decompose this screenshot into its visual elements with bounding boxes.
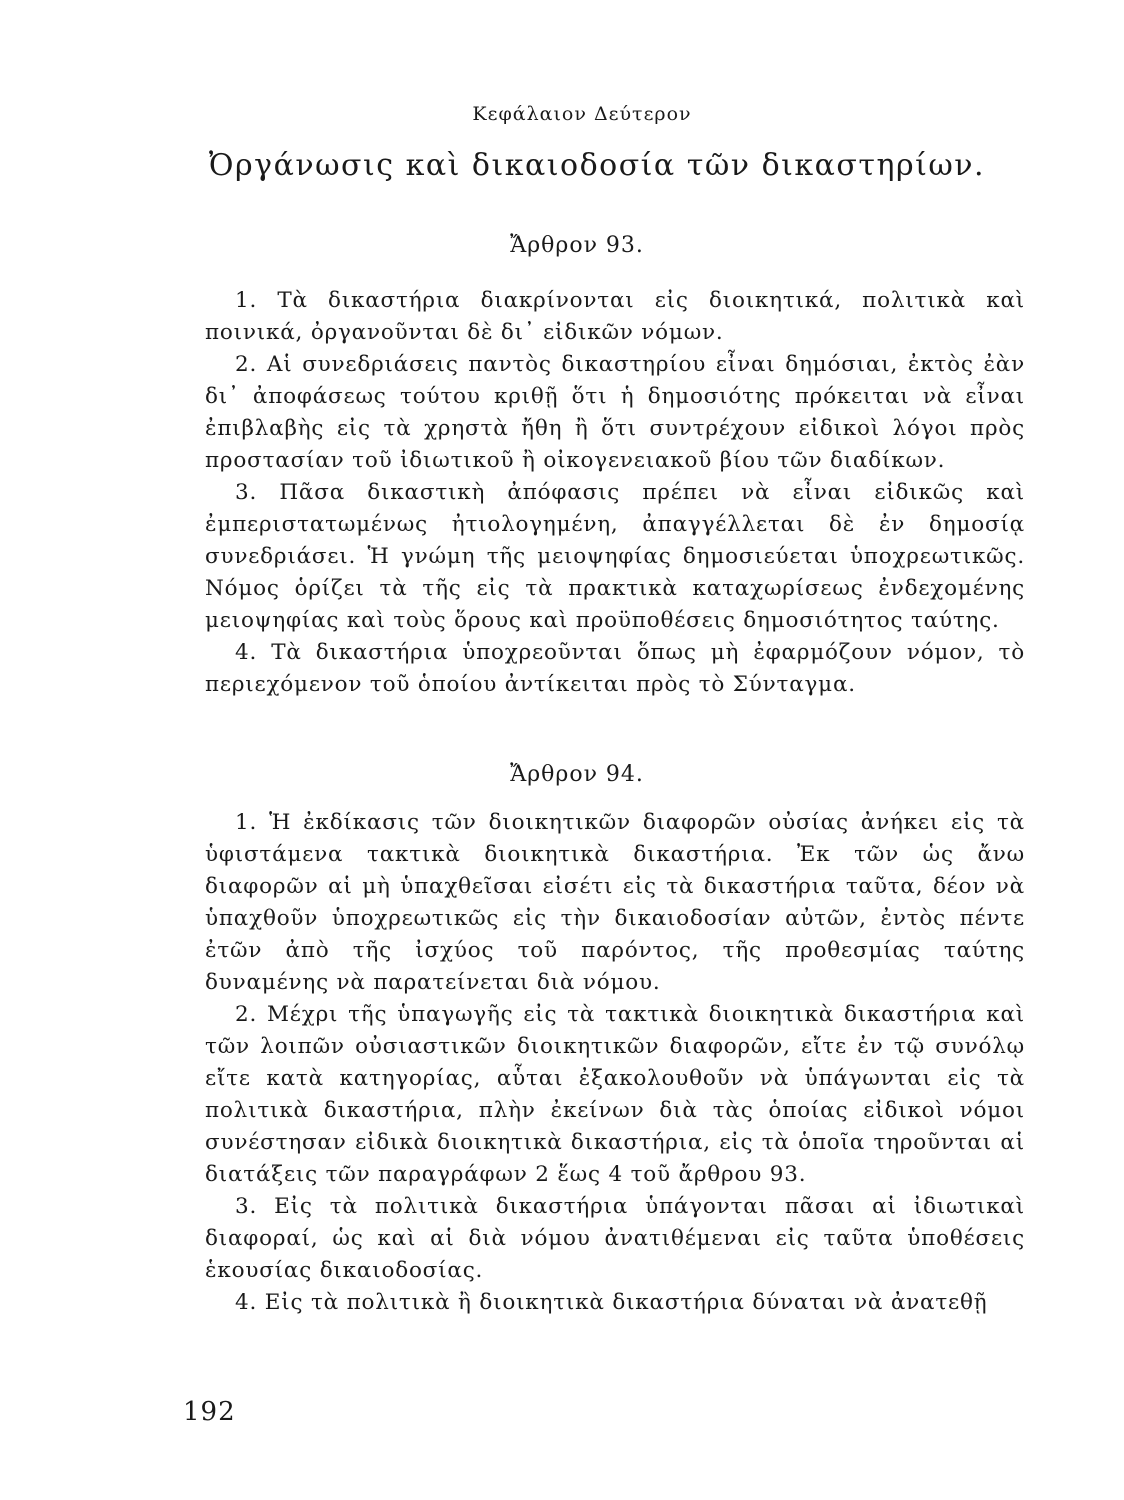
article-94-paragraph-3: 3. Εἰς τὰ πολιτικὰ δικαστήρια ὑπάγονται πᾶσαι αἱ ἰδιωτικαὶ διαφοραί, ὡς καὶ αἱ διὰ νόμου ἀνατιθέμεναι εἰς ταῦτα ὑποθέσεις ἑκουσίας δικαιοδοσίας.	[205, 1194, 1025, 1283]
article-93-paragraph-1: 1. Τὰ δικαστήρια διακρίνονται εἰς διοικητικά, πολιτικὰ καὶ ποινικά, ὀργανοῦνται δὲ δι᾽ εἰδικῶν νόμων.	[205, 288, 1025, 345]
article-93-heading: Ἄρθρον 93.	[510, 233, 644, 258]
page-number: 192	[183, 1397, 236, 1427]
chapter-title: Ὀργάνωσις καὶ δικαιοδοσία τῶν δικαστηρίων.	[208, 148, 986, 183]
article-93-paragraph-4: 4. Τὰ δικαστήρια ὑποχρεοῦνται ὅπως μὴ ἐφαρμόζουν νόμον, τὸ περιεχόμενον τοῦ ὁποίου ἀντίκειται πρὸς τὸ Σύνταγμα.	[205, 640, 1025, 697]
article-94-body	[205, 807, 1025, 1319]
article-93-paragraph-3: 3. Πᾶσα δικαστικὴ ἀπόφασις πρέπει νὰ εἶναι εἰδικῶς καὶ ἐμπεριστατωμένως ἠτιολογημένη, ἀπαγγέλλεται δὲ ἐν δημοσίᾳ συνεδριάσει. Ἡ γνώμη τῆς μειοψηφίας δημοσιεύεται ὑποχρεωτικῶς. Νόμος ὁρίζει τὰ τῆς εἰς τὰ πρακτικὰ καταχωρίσεως ἐνδεχομένης μειοψηφίας καὶ τοὺς ὅρους καὶ προϋποθέσεις δημοσιότητος ταύτης.	[205, 480, 1025, 633]
article-94-heading: Ἄρθρον 94.	[510, 762, 644, 787]
article-93-body	[205, 285, 1025, 701]
article-94-paragraph-2: 2. Μέχρι τῆς ὑπαγωγῆς εἰς τὰ τακτικὰ διοικητικὰ δικαστήρια καὶ τῶν λοιπῶν οὐσιαστικῶν διοικητικῶν διαφορῶν, εἴτε ἐν τῷ συνόλῳ εἴτε κατὰ κατηγορίας, αὗται ἐξακολουθοῦν νὰ ὑπάγωνται εἰς τὰ πολιτικὰ δικαστήρια, πλὴν ἐκείνων διὰ τὰς ὁποίας εἰδικοὶ νόμοι συνέστησαν εἰδικὰ διοικητικὰ δικαστήρια, εἰς τὰ ὁποῖα τηροῦνται αἱ διατάξεις τῶν παραγράφων 2 ἕως 4 τοῦ ἄρθρου 93.	[205, 1002, 1025, 1187]
article-94-paragraph-1: 1. Ἡ ἐκδίκασις τῶν διοικητικῶν διαφορῶν οὐσίας ἀνήκει εἰς τὰ ὑφιστάμενα τακτικὰ διοικητικὰ δικαστήρια. Ἐκ τῶν ὡς ἄνω διαφορῶν αἱ μὴ ὑπαχθεῖσαι εἰσέτι εἰς τὰ δικαστήρια ταῦτα, δέον νὰ ὑπαχθοῦν ὑποχρεωτικῶς εἰς τὴν δικαιοδοσίαν αὐτῶν, ἐντὸς πέντε ἐτῶν ἀπὸ τῆς ἰσχύος τοῦ παρόντος, τῆς προθεσμίας ταύτης δυναμένης νὰ παρατείνεται διὰ νόμου.	[205, 810, 1025, 995]
article-93-paragraph-2: 2. Αἱ συνεδριάσεις παντὸς δικαστηρίου εἶναι δημόσιαι, ἐκτὸς ἐὰν δι᾽ ἀποφάσεως τούτου κριθῇ ὅτι ἡ δημοσιότης πρόκειται νὰ εἶναι ἐπιβλαβὴς εἰς τὰ χρηστὰ ἤθη ἢ ὅτι συντρέχουν εἰδικοὶ λόγοι πρὸς προστασίαν τοῦ ἰδιωτικοῦ ἢ οἰκογενειακοῦ βίου τῶν διαδίκων.	[205, 352, 1025, 473]
chapter-label: Κεφάλαιον Δεύτερον	[472, 103, 692, 125]
article-94-paragraph-4: 4. Εἰς τὰ πολιτικὰ ἢ διοικητικὰ δικαστήρια δύναται νὰ ἀνατεθῇ	[235, 1290, 988, 1315]
